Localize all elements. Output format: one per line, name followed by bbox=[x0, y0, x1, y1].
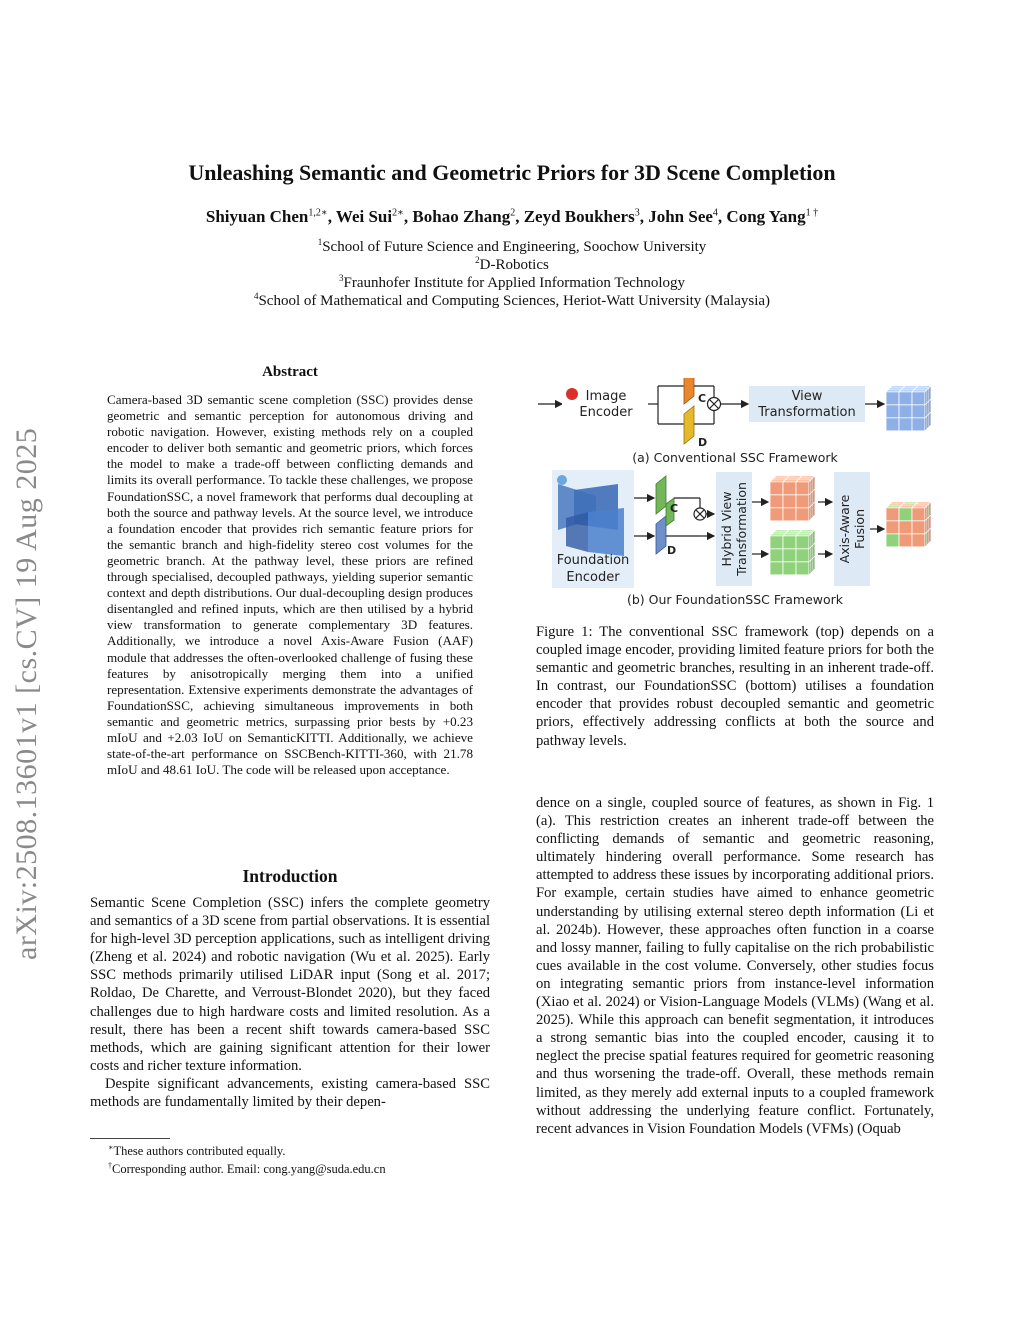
voxel-cell bbox=[886, 521, 899, 534]
snowflake-icon bbox=[557, 475, 567, 485]
voxel-cell bbox=[796, 549, 809, 562]
arxiv-stamp: arXiv:2508.13601v1 [cs.CV] 19 Aug 2025 bbox=[10, 427, 43, 960]
voxel-cell bbox=[912, 521, 925, 534]
d-label: D bbox=[698, 436, 708, 449]
voxel-cell bbox=[912, 534, 925, 547]
voxel-cell bbox=[783, 495, 796, 508]
voxel-cell bbox=[783, 508, 796, 521]
voxel-cell bbox=[783, 549, 796, 562]
voxel-side-face bbox=[813, 543, 815, 558]
author: Bohao Zhang$^2$, bbox=[412, 207, 524, 226]
voxel-cell bbox=[796, 508, 809, 521]
paragraph: dence on a single, coupled source of features, as shown in Fig. 1 (a). This restriction creates an inherent trade-off between the conflicting demands of semantic and geometric reasoning, ultimately hindering overall performance. Some research has attempted to address these issues by incorporating additional priors. For example, certain studies have aimed to enhance geometric understanding by utilising external stereo depth information (Li et al. 2024b). However, these approaches often function in a coarse and lossy manner, failing to fully capitalise on the rich probabilistic cues available in the cost volume. Conversely, other studies focus on integrating semantic priors from instance-level information (Xiao et al. 2024) or Vision-Language Models (VLMs) (Wang et al. 2025). While this approach can benefit segmentation, it introduces a strong semantic bias into the coupled encoder, causing it to neglect the precise spatial features required for geometric reasoning and thus worsening the trade-off. Overall, these methods remain limited, as they merely add external inputs to a coupled framework without addressing the underlying feature conflict. Fortunately, recent advances in Vision Foundation Models (VFMs) (Oquab bbox=[536, 795, 934, 1137]
affiliation: $^3$Fraunhofer Institute for Applied Information Technology bbox=[338, 273, 685, 291]
svg-text:Axis-Aware: Axis-Aware bbox=[837, 494, 852, 564]
voxel-cell bbox=[796, 562, 809, 575]
voxel-cell bbox=[886, 534, 899, 547]
voxel-cell bbox=[886, 508, 899, 521]
figure-caption: Figure 1: The conventional SSC framework (top) depends on a coupled image encoder, providing limited feature priors for both the semantic and geometric branches, resulting in an inherent trade-off. In contrast, our FoundationSSC (bottom) utilises a foundation encoder that provides robust decoupled semantic and geometric priors, effectively addressing conflicts at both the source and pathway levels. bbox=[536, 624, 934, 749]
semantic-voxel-grid bbox=[770, 476, 815, 521]
voxel-cell bbox=[783, 482, 796, 495]
view-transformation-block bbox=[749, 386, 865, 422]
author-list bbox=[0, 207, 1024, 227]
voxel-side-face bbox=[813, 530, 815, 545]
footnote-divider bbox=[90, 1138, 170, 1139]
voxel-cell bbox=[899, 418, 912, 431]
affiliation: $^4$School of Mathematical and Computing Sciences, Heriot-Watt University (Malaysia) bbox=[253, 291, 771, 309]
voxel-cell bbox=[899, 392, 912, 405]
voxel-side-face bbox=[813, 489, 815, 504]
voxel-side-face bbox=[929, 515, 931, 530]
voxel-cell bbox=[783, 536, 796, 549]
author: Wei Sui$^{2∗}$, bbox=[335, 207, 413, 226]
svg-text:Transformation: Transformation bbox=[758, 405, 856, 420]
subfigure-caption-a: (a) Conventional SSC Framework bbox=[632, 450, 838, 465]
voxel-cell bbox=[899, 508, 912, 521]
c-feature-prism bbox=[684, 378, 694, 404]
voxel-cell bbox=[770, 562, 783, 575]
geometric-feature-prism bbox=[656, 516, 666, 554]
voxel-grid-output bbox=[886, 386, 931, 431]
voxel-side-face bbox=[929, 399, 931, 414]
multiply-icon bbox=[694, 508, 706, 520]
voxel-cell bbox=[770, 508, 783, 521]
foundation-encoder-block bbox=[552, 470, 634, 588]
axis-aware-fusion-block bbox=[834, 472, 870, 586]
svg-text:Hybrid View: Hybrid View bbox=[719, 491, 734, 567]
image-encoder-block bbox=[562, 384, 648, 424]
paragraph: Despite significant advancements, existing camera-based SSC methods are fundamentally limited by their depen- bbox=[90, 1075, 490, 1111]
voxel-cell bbox=[770, 482, 783, 495]
introduction-left-column bbox=[90, 894, 490, 1111]
figure-1 bbox=[536, 378, 934, 614]
voxel-cell bbox=[899, 521, 912, 534]
introduction-right-column bbox=[536, 794, 934, 1138]
svg-text:Transformation: Transformation bbox=[734, 482, 749, 576]
c-label: C bbox=[698, 392, 707, 405]
svg-text:View: View bbox=[791, 389, 823, 404]
voxel-cell bbox=[912, 392, 925, 405]
svg-text:C: C bbox=[670, 502, 679, 515]
fused-voxel-grid bbox=[886, 502, 931, 547]
voxel-cell bbox=[783, 562, 796, 575]
voxel-cell bbox=[886, 405, 899, 418]
voxel-side-face bbox=[929, 528, 931, 543]
abstract-heading: Abstract bbox=[262, 364, 318, 380]
voxel-cell bbox=[912, 418, 925, 431]
voxel-cell bbox=[912, 508, 925, 521]
multiply-icon bbox=[708, 398, 721, 411]
voxel-cell bbox=[796, 536, 809, 549]
voxel-cell bbox=[770, 536, 783, 549]
voxel-side-face bbox=[813, 502, 815, 517]
abstract-text: Camera-based 3D semantic scene completion (SSC) provides dense geometric and semantic perception for autonomous driving and robotic navigation. However, existing methods rely on a coupled encoder to deliver both semantic and geometric priors, which forces the model to make a trade-off between conflicting demands and limits its overall performance. To tackle these challenges, we propose FoundationSSC, a novel framework that performs dual decoupling at both the source and pathway levels. At the source level, we introduce a foundation encoder that provides rich semantic feature priors for the semantic branch and high-fidelity stereo cost volumes for the geometric branch. At the pathway level, these priors are refined through specialised, decoupled pathways, yielding superior semantic context and depth distributions. Our dual-decoupling design produces disentangled and refined inputs, which are then utilised by a hybrid view transformation to generate complementary 3D features. Additionally, we introduce a novel Axis-Aware Fusion (AAF) module that addresses the often-overlooked challenge of fusing these features by anisotropically merging them into a unified representation. Extensive experiments demonstrate the advantages of FoundationSSC, achieving simultaneous improvements in both semantic and geometric metrics, surpassing prior bests by +0.23 mIoU and +2.03 IoU on SemanticKITTI. Additionally, we achieve state-of-the-art performance on SSCBench-KITTI-360, with 21.78 mIoU and 48.61 IoU. The code will be released upon acceptance. bbox=[107, 392, 473, 778]
svg-text:D: D bbox=[667, 544, 677, 557]
voxel-side-face bbox=[929, 412, 931, 427]
image-encoder-line2: Encoder bbox=[579, 405, 633, 420]
svg-text:Encoder: Encoder bbox=[566, 570, 620, 585]
svg-text:Foundation: Foundation bbox=[556, 553, 630, 568]
voxel-cell bbox=[912, 405, 925, 418]
framework-diagram bbox=[536, 378, 934, 614]
footnote: ∗These authors contributed equally. bbox=[108, 1143, 286, 1159]
voxel-cell bbox=[899, 405, 912, 418]
voxel-cell bbox=[899, 534, 912, 547]
voxel-cell bbox=[770, 549, 783, 562]
voxel-side-face bbox=[929, 502, 931, 517]
voxel-cell bbox=[886, 392, 899, 405]
voxel-side-face bbox=[813, 556, 815, 571]
hybrid-view-transformation-block bbox=[716, 472, 752, 586]
author: Zeyd Boukhers$^3$, bbox=[523, 207, 649, 226]
geometric-voxel-grid bbox=[770, 530, 815, 575]
voxel-side-face bbox=[813, 476, 815, 491]
d-feature-prism bbox=[684, 406, 694, 444]
author: Cong Yang$^{1 \dagger}$ bbox=[726, 207, 819, 226]
paper-title: Unleashing Semantic and Geometric Priors for 3D Scene Completion bbox=[188, 160, 836, 185]
voxel-cell bbox=[770, 495, 783, 508]
author: Shiyuan Chen$^{1,2∗}$, bbox=[205, 207, 336, 226]
voxel-cell bbox=[886, 418, 899, 431]
fire-icon bbox=[566, 388, 578, 400]
affiliation: $^2$D-Robotics bbox=[475, 255, 549, 273]
author: John See$^4$, bbox=[648, 207, 727, 226]
footnote: †Corresponding author. Email: cong.yang@suda.edu.cn bbox=[108, 1161, 386, 1177]
voxel-side-face bbox=[929, 386, 931, 401]
introduction-heading: Introduction bbox=[242, 866, 338, 886]
image-encoder-line1: Image bbox=[585, 389, 627, 404]
svg-text:Fusion: Fusion bbox=[852, 509, 867, 549]
paragraph: Semantic Scene Completion (SSC) infers the complete geometry and semantics of a 3D scene from partial observations. It is essential for high-level 3D perception applications, such as intelligent driving (Zheng et al. 2024) and robotic navigation (Wu et al. 2025). Early SSC methods primarily utilised LiDAR input (Song et al. 2017; Roldao, De Charette, and Verroust-Blondet 2020), but they faced challenges due to high hardware costs and limited resolution. As a result, there has been a recent shift towards camera-based SSC methods, which are gaining significant attention for their lower costs and richer texture information. bbox=[90, 895, 490, 1074]
subfigure-caption-b: (b) Our FoundationSSC Framework bbox=[626, 592, 844, 607]
semantic-feature-prism bbox=[656, 476, 666, 514]
voxel-cell bbox=[796, 495, 809, 508]
voxel-cell bbox=[796, 482, 809, 495]
affiliation: $^1$School of Future Science and Engineering, Soochow University bbox=[317, 237, 707, 255]
